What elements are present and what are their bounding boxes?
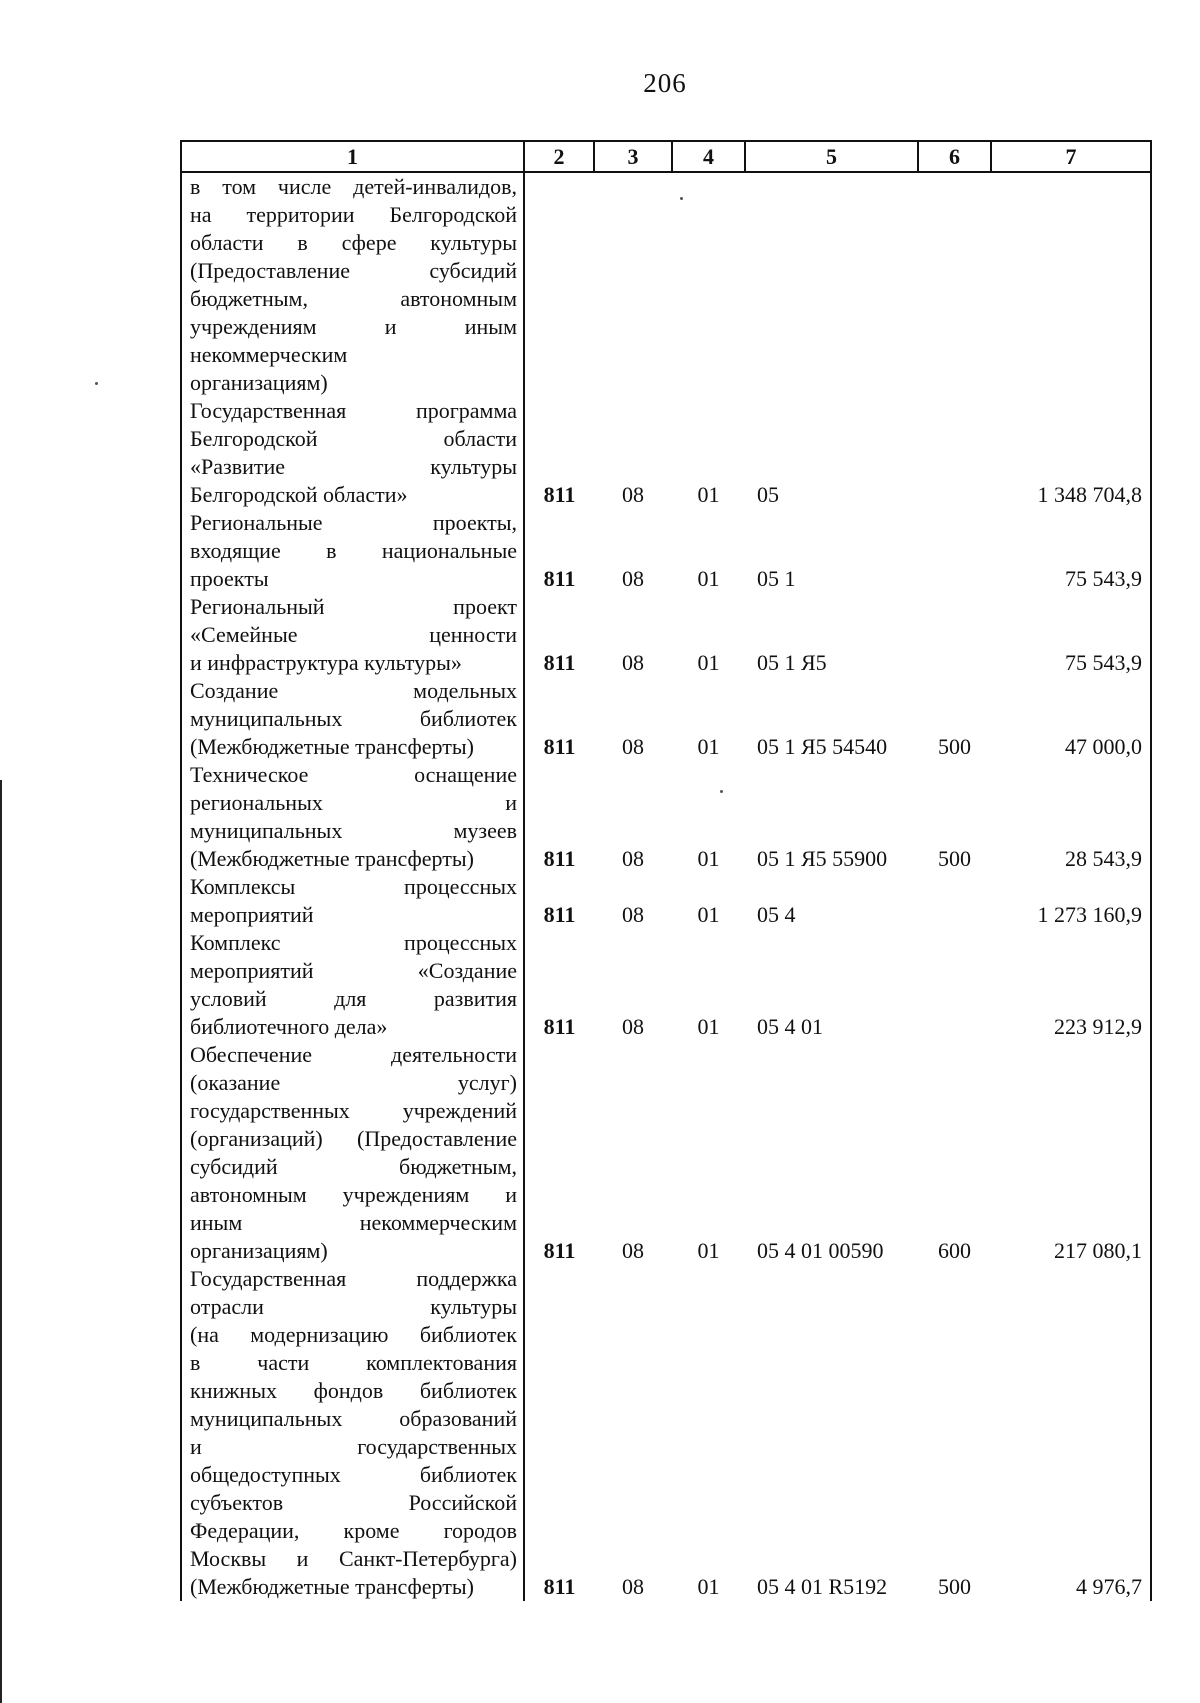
row-description <box>181 397 524 509</box>
description-line: (организаций) (Предоставление <box>190 1126 517 1151</box>
scan-speck <box>680 197 683 200</box>
expense-type-code: 500 <box>938 846 971 871</box>
row-description <box>181 677 524 761</box>
description-line: субъектов Российской <box>190 1490 517 1515</box>
description-line: Обеспечение деятельности <box>190 1042 517 1067</box>
subsection-code: 01 <box>697 846 720 871</box>
admin-code: 811 <box>543 650 576 675</box>
description-line: «Развитие культуры <box>190 454 517 479</box>
description-line: (Межбюджетные трансферты) <box>190 846 474 871</box>
column-header-5: 5 <box>745 141 918 172</box>
column-header-7: 7 <box>991 141 1151 172</box>
row-description <box>181 509 524 593</box>
subsection-code: 01 <box>697 1574 720 1599</box>
table-row <box>181 1265 1151 1601</box>
description-line: (Межбюджетные трансферты) <box>190 1574 474 1599</box>
target-article-code: 05 4 01 R5192 <box>757 1574 888 1599</box>
admin-code: 811 <box>543 846 576 871</box>
subsection-code: 01 <box>697 902 720 927</box>
description-line: книжных фондов библиотек <box>190 1378 517 1403</box>
description-line: Комплекс процессных <box>190 930 517 955</box>
target-article-code: 05 1 Я5 55900 <box>757 846 888 871</box>
description-line: Белгородской области <box>190 426 517 451</box>
expense-type-code: 600 <box>938 1238 971 1263</box>
table-row <box>181 1041 1151 1265</box>
row-description <box>181 761 524 873</box>
description-line: Комплексы процессных <box>190 874 517 899</box>
description-line: муниципальных библиотек <box>190 706 517 731</box>
subsection-code: 01 <box>697 734 720 759</box>
admin-code: 811 <box>543 1014 576 1039</box>
budget-table <box>180 140 1152 1601</box>
table-row <box>181 593 1151 677</box>
description-line: мероприятий <box>190 902 314 927</box>
description-line: Федерации, кроме городов <box>190 1518 517 1543</box>
description-line: учреждениям и иным <box>190 314 517 339</box>
description-line: муниципальных музеев <box>190 818 517 843</box>
description-line: Региональный проект <box>190 594 517 619</box>
scan-speck <box>95 382 98 385</box>
description-line: Государственная поддержка <box>190 1266 517 1291</box>
section-code: 08 <box>622 902 644 927</box>
column-header-1: 1 <box>181 141 524 172</box>
target-article-code: 05 <box>757 482 779 507</box>
target-article-code: 05 4 01 00590 <box>757 1238 884 1263</box>
table-row <box>181 172 1151 397</box>
section-code: 08 <box>622 566 644 591</box>
amount: 223 912,9 <box>991 929 1151 1041</box>
description-line: отрасли культуры <box>190 1294 517 1319</box>
expense-type-code <box>918 172 991 397</box>
section-code <box>594 172 672 397</box>
expense-type-code: 500 <box>938 734 971 759</box>
description-line: Белгородской области» <box>190 482 408 507</box>
description-line: области в сфере культуры <box>190 230 517 255</box>
table-row <box>181 677 1151 761</box>
amount: 1 348 704,8 <box>991 397 1151 509</box>
expense-type-code <box>918 929 991 1041</box>
row-description <box>181 1265 524 1601</box>
description-line: мероприятий «Создание <box>190 958 517 983</box>
description-line: общедоступных библиотек <box>190 1462 517 1487</box>
expense-type-code <box>918 509 991 593</box>
subsection-code: 01 <box>697 566 720 591</box>
table-row <box>181 397 1151 509</box>
row-description <box>181 172 524 397</box>
description-line: Государственная программа <box>190 398 517 423</box>
target-article-code <box>745 172 918 397</box>
scan-speck <box>720 790 723 793</box>
description-line: «Семейные ценности <box>190 622 517 647</box>
amount: 28 543,9 <box>991 761 1151 873</box>
description-line: автономным учреждениям и <box>190 1182 517 1207</box>
table-header-row <box>181 141 1151 172</box>
description-line: входящие в национальные <box>190 538 517 563</box>
subsection-code: 01 <box>697 482 720 507</box>
table-row <box>181 929 1151 1041</box>
description-line: на территории Белгородской <box>190 202 517 227</box>
admin-code: 811 <box>543 1238 576 1263</box>
target-article-code: 05 4 01 <box>757 1014 823 1039</box>
description-line: и инфраструктура культуры» <box>190 650 462 675</box>
expense-type-code: 500 <box>938 1574 971 1599</box>
table-row <box>181 873 1151 929</box>
admin-code: 811 <box>543 482 576 507</box>
amount: 75 543,9 <box>991 509 1151 593</box>
section-code: 08 <box>622 734 644 759</box>
table-row <box>181 761 1151 873</box>
description-line: библиотечного дела» <box>190 1014 388 1039</box>
column-header-6: 6 <box>918 141 991 172</box>
amount: 217 080,1 <box>991 1041 1151 1265</box>
scan-edge-mark <box>0 780 2 1703</box>
description-line: субсидий бюджетным, <box>190 1154 517 1179</box>
description-line: (оказание услуг) <box>190 1070 517 1095</box>
target-article-code: 05 1 Я5 <box>757 650 827 675</box>
section-code: 08 <box>622 1238 644 1263</box>
row-description <box>181 873 524 929</box>
section-code: 08 <box>622 1574 644 1599</box>
budget-table-container <box>180 140 1150 1601</box>
column-header-2: 2 <box>524 141 594 172</box>
description-line: бюджетным, автономным <box>190 286 517 311</box>
admin-code <box>524 172 594 397</box>
amount: 1 273 160,9 <box>991 873 1151 929</box>
section-code: 08 <box>622 482 644 507</box>
admin-code: 811 <box>543 1574 576 1599</box>
description-line: Москвы и Санкт-Петербурга) <box>190 1546 517 1571</box>
description-line: организациям) <box>190 1238 328 1263</box>
row-description <box>181 929 524 1041</box>
expense-type-code <box>918 593 991 677</box>
page-number: 206 <box>643 68 687 98</box>
amount: 47 000,0 <box>991 677 1151 761</box>
section-code: 08 <box>622 846 644 871</box>
description-line: иным некоммерческим <box>190 1210 517 1235</box>
amount: 4 976,7 <box>991 1265 1151 1601</box>
admin-code: 811 <box>543 734 576 759</box>
description-line: организациям) <box>190 370 328 395</box>
target-article-code: 05 4 <box>757 902 796 927</box>
description-line: Региональные проекты, <box>190 510 517 535</box>
description-line: (на модернизацию библиотек <box>190 1322 517 1347</box>
description-line: региональных и <box>190 790 517 815</box>
target-article-code: 05 1 <box>757 566 796 591</box>
table-body <box>181 172 1151 1601</box>
description-line: Техническое оснащение <box>190 762 517 787</box>
section-code: 08 <box>622 1014 644 1039</box>
subsection-code: 01 <box>697 650 720 675</box>
expense-type-code <box>918 397 991 509</box>
description-line: государственных учреждений <box>190 1098 517 1123</box>
amount <box>991 172 1151 397</box>
description-line: проекты <box>190 566 269 591</box>
description-line: муниципальных образований <box>190 1406 517 1431</box>
row-description <box>181 593 524 677</box>
subsection-code <box>672 172 745 397</box>
admin-code: 811 <box>543 566 576 591</box>
description-line: условий для развития <box>190 986 517 1011</box>
column-header-4: 4 <box>672 141 745 172</box>
amount: 75 543,9 <box>991 593 1151 677</box>
subsection-code: 01 <box>697 1014 720 1039</box>
section-code: 08 <box>622 650 644 675</box>
column-header-3: 3 <box>594 141 672 172</box>
description-line: в части комплектования <box>190 1350 517 1375</box>
description-line: (Межбюджетные трансферты) <box>190 734 474 759</box>
table-row <box>181 509 1151 593</box>
target-article-code: 05 1 Я5 54540 <box>757 734 888 759</box>
expense-type-code <box>918 873 991 929</box>
description-line: в том числе детей-инвалидов, <box>190 174 517 199</box>
description-line: (Предоставление субсидий <box>190 258 517 283</box>
description-line: Создание модельных <box>190 678 517 703</box>
description-line: и государственных <box>190 1434 517 1459</box>
admin-code: 811 <box>543 902 576 927</box>
description-line: некоммерческим <box>190 342 348 367</box>
subsection-code: 01 <box>697 1238 720 1263</box>
row-description <box>181 1041 524 1265</box>
